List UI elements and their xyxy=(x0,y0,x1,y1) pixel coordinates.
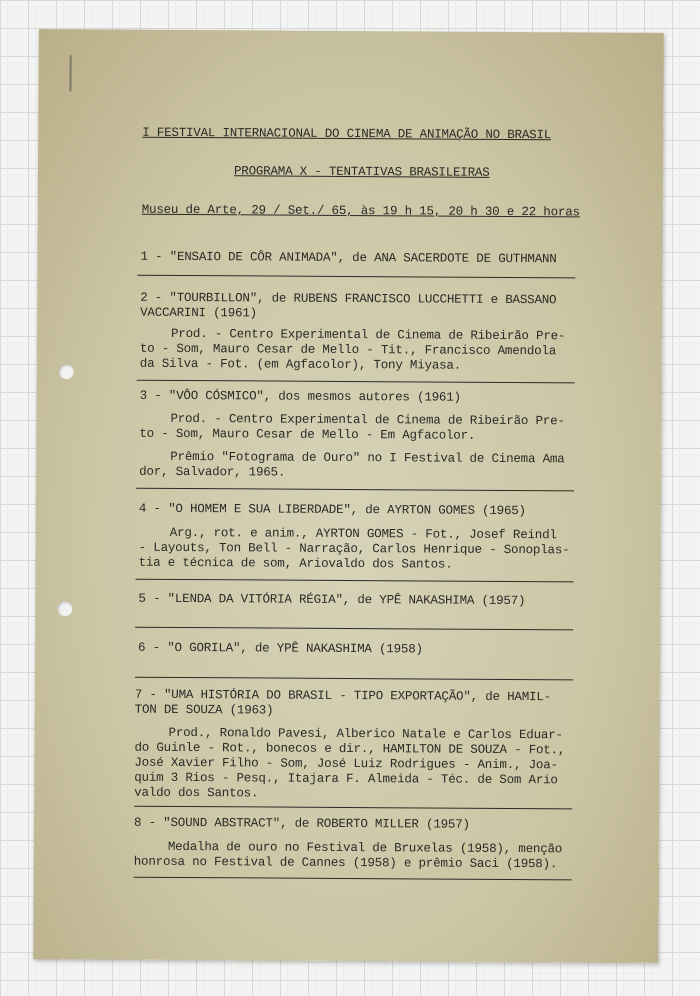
venue-line: Museu de Arte, 29 / Set./ 65, às 19 h 15, 20 h 30 e 22 horas xyxy=(141,202,580,220)
entry-3-credits: to - Som, Mauro Cesar de Mello - Em Agfacolor. xyxy=(139,426,476,443)
pencil-mark xyxy=(69,55,71,91)
entry-4-credits: - Layouts, Ton Bell - Narração, Carlos Henrique - Sonoplas- xyxy=(138,540,570,558)
entry-1-title: 1 - "ENSAIO DE CÔR ANIMADA", de ANA SACERDOTE DE GUTHMANN xyxy=(140,249,557,267)
entry-3-award: dor, Salvador, 1965. xyxy=(139,464,286,480)
entry-8-title: 8 - "SOUND ABSTRACT", de ROBERTO MILLER (1957) xyxy=(133,815,470,832)
entry-2-title-cont: VACCARINI (1961) xyxy=(140,305,257,321)
program-title: PROGRAMA X - TENTATIVAS BRASILEIRAS xyxy=(233,164,490,180)
entry-2-credits: to - Som, Mauro Cesar de Mello - Tit., Francisco Amendola xyxy=(139,341,557,359)
entry-4-credits: tia e técnica de som, Ariovaldo dos Santos. xyxy=(138,555,453,572)
entry-2-title: 2 - "TOURBILLON", de RUBENS FRANCISCO LUCCHETTI e BASSANO xyxy=(140,290,557,308)
entry-8-award: honrosa no Festival de Cannes (1958) e prêmio Saci (1958). xyxy=(133,854,558,872)
divider xyxy=(137,275,575,279)
entry-4-title: 4 - "O HOMEM E SUA LIBERDADE", de AYRTON GOMES (1965) xyxy=(138,501,526,519)
entry-4-credits: Arg., rot. e anim., AYRTON GOMES - Fot., Josef Reindl xyxy=(169,525,557,543)
punch-hole xyxy=(59,364,74,379)
entry-2-credits: da Silva - Fot. (em Agfacolor), Tony Miyasa. xyxy=(139,356,462,373)
document-sheet xyxy=(33,29,664,963)
entry-6-title: 6 - "O GORILA", de YPÊ NAKASHIMA (1958) xyxy=(138,640,423,657)
entry-7-credits: José Xavier Filho - Som, José Luiz Rodrigues - Anim., Joa- xyxy=(134,755,558,773)
divider xyxy=(135,579,573,583)
entry-7-credits: Prod., Ronaldo Pavesi, Alberico Natale e Carlos Eduar- xyxy=(168,725,563,743)
entry-7-credits: do Guinle - Rot., bonecos e dir., HAMILTON DE SOUZA - Fot., xyxy=(134,740,566,758)
entry-7-credits: quim 3 Rios - Pesq., Itajara F. Almeida - Téc. de Som Ario xyxy=(134,770,558,788)
entry-7-title-cont: TON DE SOUZA (1963) xyxy=(134,702,274,718)
entry-8-award: Medalha de ouro no Festival de Bruxelas (1958), menção xyxy=(167,839,563,857)
divider xyxy=(137,380,575,384)
festival-title: I FESTIVAL INTERNACIONAL DO CINEMA DE ANIMAÇÃO NO BRASIL xyxy=(142,125,552,143)
divider xyxy=(134,806,572,810)
entry-2-credits: Prod. - Centro Experimental de Cinema de Ribeirão Pre- xyxy=(170,326,566,344)
divider xyxy=(135,627,573,631)
entry-7-title: 7 - "UMA HISTÓRIA DO BRASIL - TIPO EXPORTAÇÃO", de HAMIL- xyxy=(134,687,551,705)
entry-7-credits: valdo dos Santos. xyxy=(134,785,259,801)
divider xyxy=(135,677,573,681)
entry-5-title: 5 - "LENDA DA VITÓRIA RÉGIA", de YPÊ NAKASHIMA (1957) xyxy=(138,591,526,609)
entry-3-credits: Prod. - Centro Experimental de Cinema de Ribeirão Pre- xyxy=(170,411,565,429)
entry-3-award: Prêmio "Fotograma de Ouro" no I Festival de Cinema Ama xyxy=(170,449,565,467)
entry-3-title: 3 - "VÔO CÓSMICO", dos mesmos autores (1961) xyxy=(139,388,461,405)
divider xyxy=(134,877,572,881)
divider xyxy=(136,488,574,492)
punch-hole xyxy=(57,601,72,616)
